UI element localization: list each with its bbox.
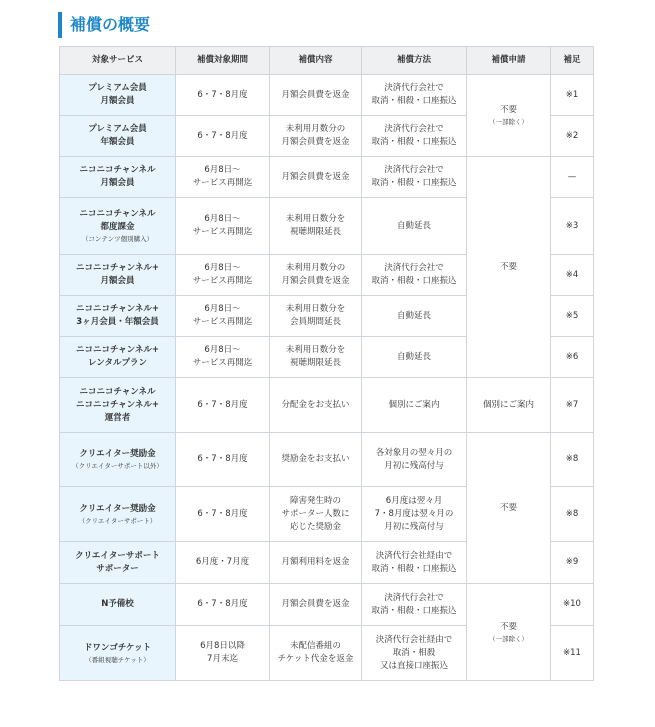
application-cell	[467, 75, 551, 157]
method-cell: 自動延長	[362, 337, 467, 378]
content-cell: 奨励金をお支払い	[270, 433, 362, 487]
service-name: ドワンゴチケット	[83, 642, 152, 653]
method-cell: 自動延長	[362, 198, 467, 255]
period-cell: 6月8日～ サービス再開迄	[176, 255, 270, 296]
period-cell: 6・7・8月度	[176, 487, 270, 542]
period-cell: 6・7・8月度	[176, 584, 270, 626]
note-cell: ※8	[551, 487, 594, 542]
service-cell	[60, 626, 176, 681]
note-cell: ※6	[551, 337, 594, 378]
application-cell: 不要	[467, 433, 551, 584]
header-method: 補償方法	[362, 47, 467, 75]
service-sub: （クリエイターサポート）	[78, 516, 157, 525]
note-cell: ※1	[551, 75, 594, 116]
method-cell: 決済代行会社で 取消・相殺・口座振込	[362, 157, 467, 198]
application-cell: 不要	[467, 157, 551, 378]
table-row	[60, 378, 594, 433]
period-cell: 6・7・8月度	[176, 433, 270, 487]
method-cell: 自動延長	[362, 296, 467, 337]
header-period: 補償対象期間	[176, 47, 270, 75]
note-cell: ※11	[551, 626, 594, 681]
service-sub: （番組視聴チケット）	[85, 655, 150, 664]
note-cell: ※9	[551, 542, 594, 584]
application-text: 不要	[499, 105, 517, 115]
service-name: クリエイター奨励金	[79, 503, 156, 514]
service-cell: N予備校	[60, 584, 176, 626]
service-cell: ニコニコチャンネル+ 月額会員	[60, 255, 176, 296]
method-cell: 決済代行会社で 取消・相殺・口座振込	[362, 116, 467, 157]
note-cell: ※3	[551, 198, 594, 255]
content-cell: 未利用月数分の 月額会員費を返金	[270, 255, 362, 296]
service-cell: ニコニコチャンネル 月額会員	[60, 157, 176, 198]
period-cell: 6・7・8月度	[176, 378, 270, 433]
method-cell: 決済代行会社で 取消・相殺・口座振込	[362, 584, 467, 626]
note-cell: ※4	[551, 255, 594, 296]
page-title: 補償の概要	[58, 12, 150, 38]
content-cell: 障害発生時の サポーター人数に 応じた奨励金	[270, 487, 362, 542]
application-sub: （一部除く）	[489, 118, 528, 126]
service-cell	[60, 487, 176, 542]
service-sub: （コンテンツ個別購入）	[81, 235, 154, 243]
table-row	[60, 584, 594, 626]
period-cell: 6・7・8月度	[176, 116, 270, 157]
content-cell: 月額会員費を返金	[270, 157, 362, 198]
method-cell: 決済代行会社で 取消・相殺・口座振込	[362, 255, 467, 296]
method-cell: 決済代行会社で 取消・相殺・口座振込	[362, 75, 467, 116]
method-cell: 各対象月の翌々月の 月初に残高付与	[362, 433, 467, 487]
table-header-row	[60, 47, 594, 75]
content-cell: 未利用日数分を 会員期間延長	[270, 296, 362, 337]
service-cell: クリエイターサポート サポーター	[60, 542, 176, 584]
method-cell: 6月度は翌々月 7・8月度は翌々月の 月初に残高付与	[362, 487, 467, 542]
method-cell: 個別にご案内	[362, 378, 467, 433]
service-cell	[60, 198, 176, 255]
period-cell: 6月8日～ サービス再開迄	[176, 198, 270, 255]
content-cell: 月額会員費を返金	[270, 584, 362, 626]
service-cell: プレミアム会員 年額会員	[60, 116, 176, 157]
table-row	[60, 75, 594, 116]
note-cell: ※2	[551, 116, 594, 157]
note-cell: ※10	[551, 584, 594, 626]
note-cell: ※8	[551, 433, 594, 487]
period-cell: 6月度・7月度	[176, 542, 270, 584]
service-cell: ニコニコチャンネル+ 3ヶ月会員・年額会員	[60, 296, 176, 337]
content-cell: 未利用日数分を 視聴期限延長	[270, 337, 362, 378]
service-cell	[60, 433, 176, 487]
period-cell: 6・7・8月度	[176, 75, 270, 116]
header-note: 補足	[551, 47, 594, 75]
period-cell: 6月8日～ サービス再開迄	[176, 157, 270, 198]
service-cell: ニコニコチャンネル+ レンタルプラン	[60, 337, 176, 378]
service-sub: （クリエイターサポート以外）	[72, 462, 163, 470]
header-service: 対象サービス	[60, 47, 176, 75]
period-cell: 6月8日～ サービス再開迄	[176, 296, 270, 337]
content-cell: 分配金をお支払い	[270, 378, 362, 433]
method-cell: 決済代行会社経由で 取消・相殺 又は直接口座振込	[362, 626, 467, 681]
compensation-table	[59, 46, 594, 681]
note-cell: ※5	[551, 296, 594, 337]
method-cell: 決済代行会社経由で 取消・相殺・口座振込	[362, 542, 467, 584]
content-cell: 月額利用料を返金	[270, 542, 362, 584]
application-cell: 個別にご案内	[467, 378, 551, 433]
content-cell: 未利用日数分を 視聴期限延長	[270, 198, 362, 255]
service-name: クリエイター奨励金	[79, 449, 156, 459]
content-cell: 未配信番組の チケット代金を返金	[270, 626, 362, 681]
table-row	[60, 433, 594, 487]
application-cell	[467, 584, 551, 681]
content-cell: 月額会員費を返金	[270, 75, 362, 116]
period-cell: 6月8日～ サービス再開迄	[176, 337, 270, 378]
header-content: 補償内容	[270, 47, 362, 75]
service-name: ニコニコチャンネル 都度課金	[79, 209, 156, 232]
note-cell: ※7	[551, 378, 594, 433]
content-cell: 未利用月数分の 月額会員費を返金	[270, 116, 362, 157]
table-row	[60, 157, 594, 198]
application-sub: （一部除く）	[489, 634, 528, 643]
note-cell: —	[551, 157, 594, 198]
application-text: 不要	[499, 621, 517, 632]
header-application: 補償申請	[467, 47, 551, 75]
period-cell: 6月8日以降 7月末迄	[176, 626, 270, 681]
service-cell: ニコニコチャンネル ニコニコチャンネル+ 運営者	[60, 378, 176, 433]
service-cell: プレミアム会員 月額会員	[60, 75, 176, 116]
